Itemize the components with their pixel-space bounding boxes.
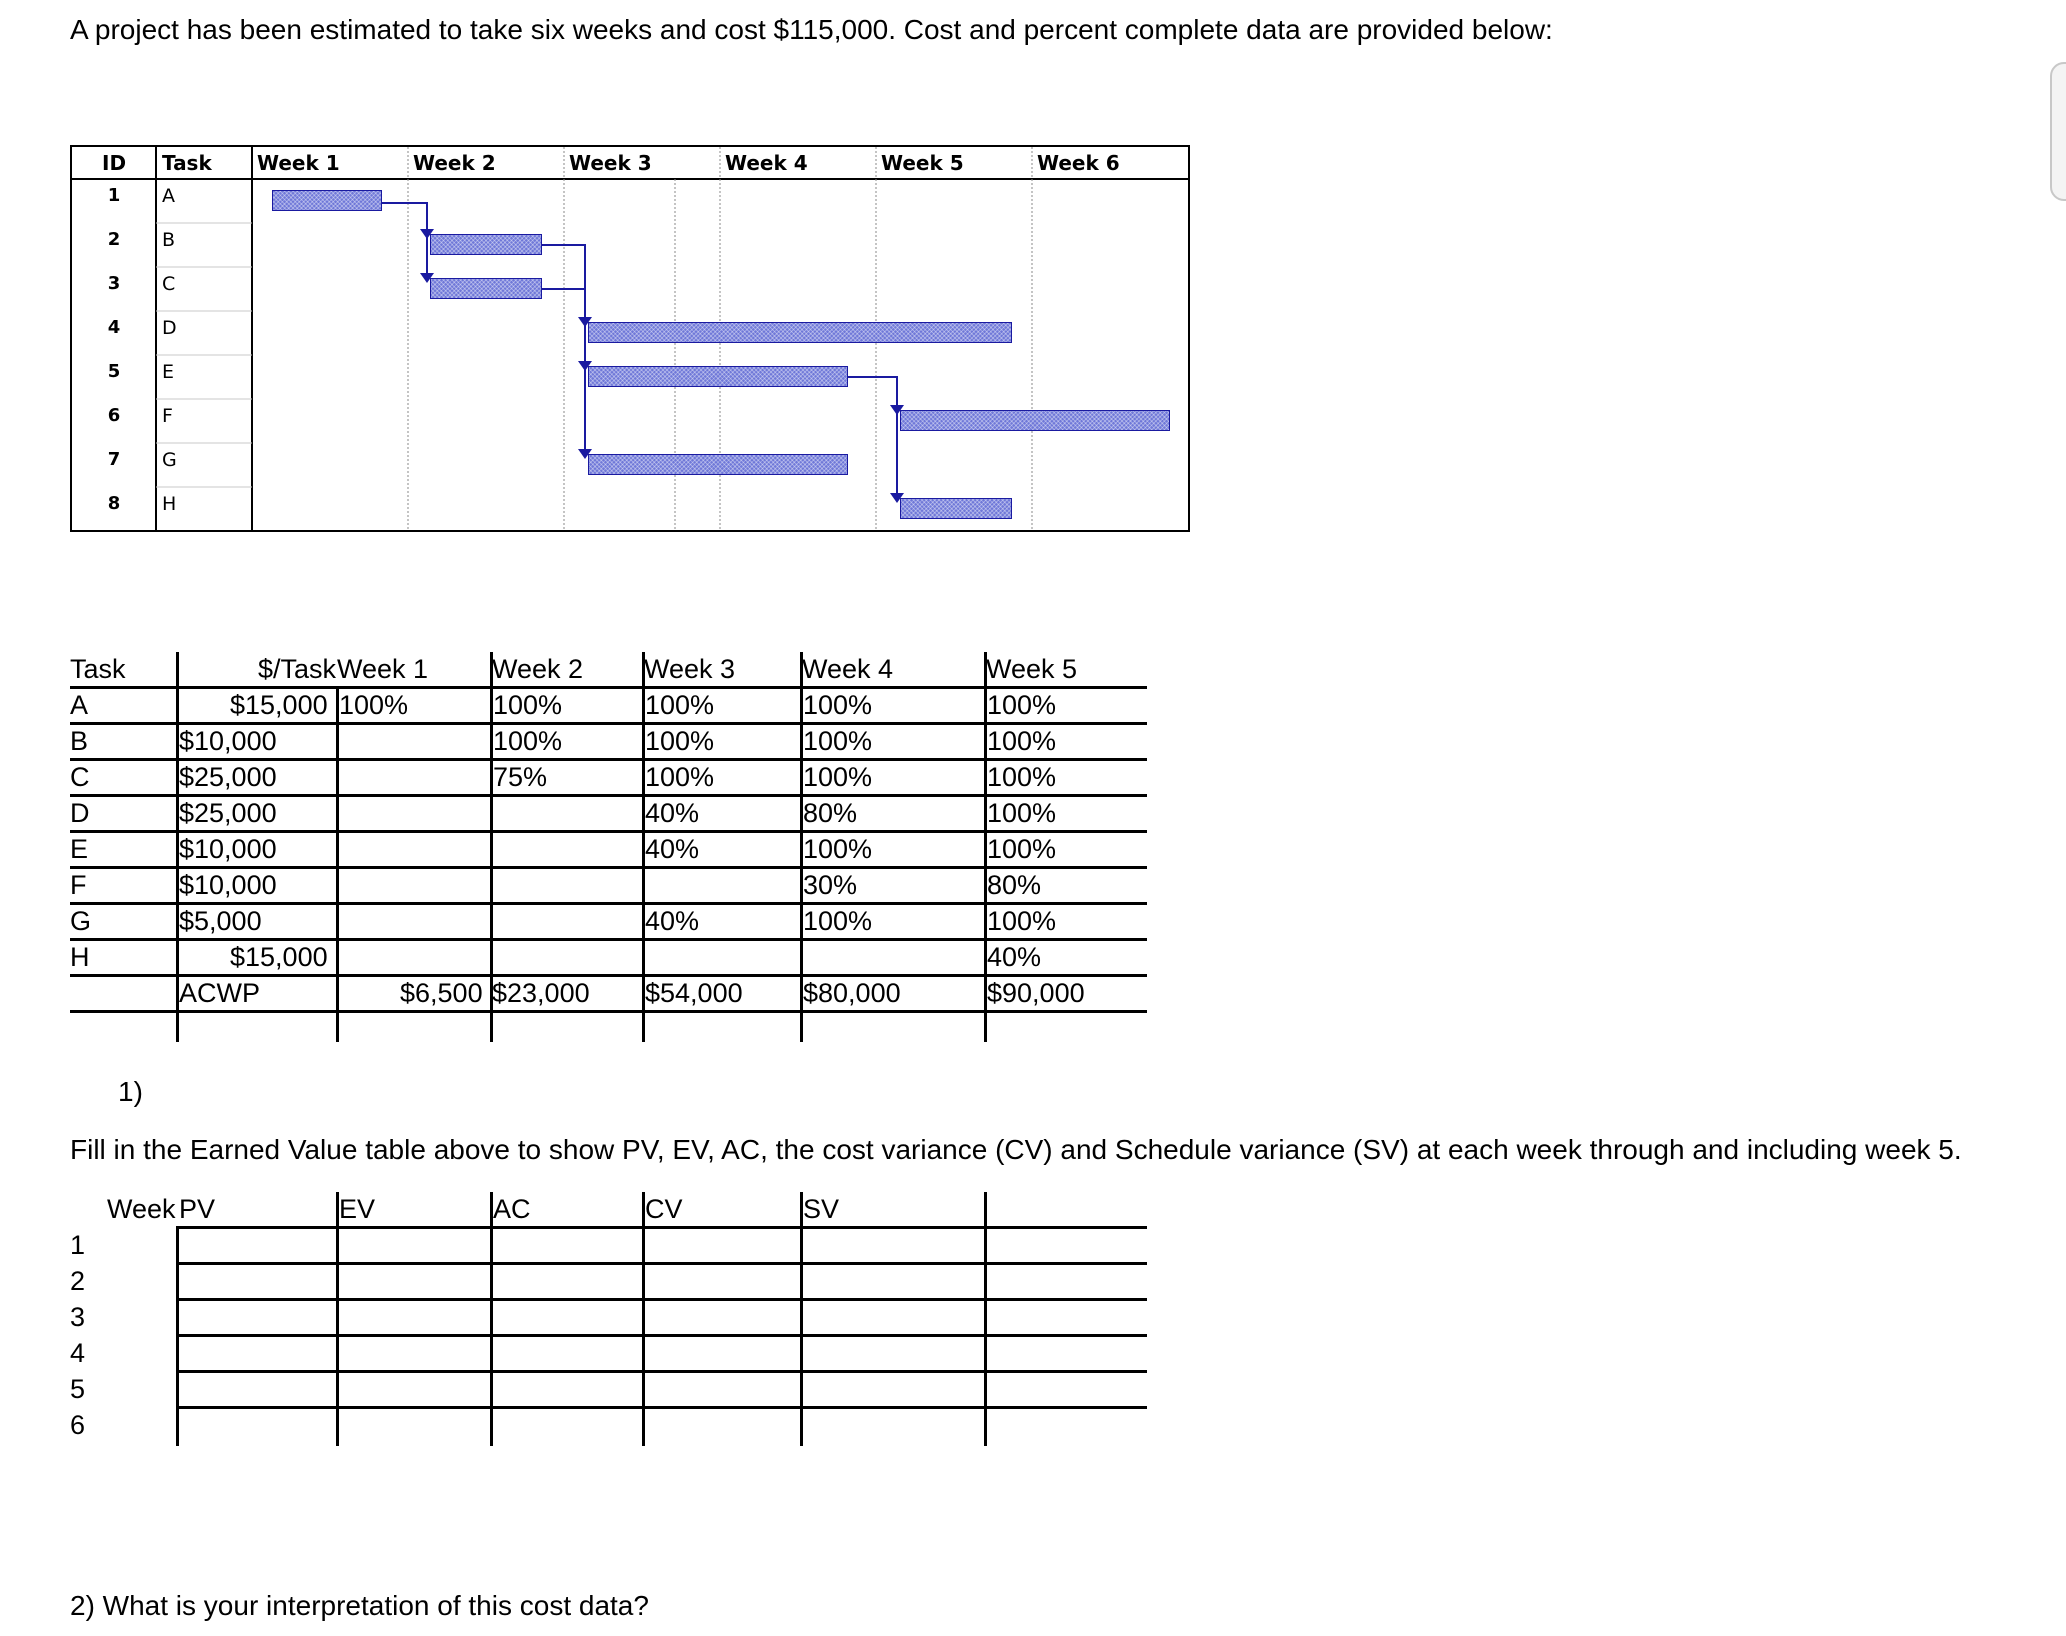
table-cell-task: B <box>70 726 89 756</box>
table-cell-pct: 100% <box>987 762 1057 792</box>
gantt-bar-b[interactable] <box>430 234 542 255</box>
ev-week-number: 6 <box>70 1410 86 1440</box>
table-cell-task: E <box>70 834 89 864</box>
table-cell-cost: $25,000 <box>179 798 277 828</box>
gantt-row-task: B <box>162 229 176 251</box>
table-cell-pct: 100% <box>803 726 873 756</box>
table-cell-pct: 100% <box>987 798 1057 828</box>
table-cell-cost: $5,000 <box>179 906 262 936</box>
table-header: Week 3 <box>644 654 736 684</box>
table-rule <box>336 686 339 1042</box>
table-cell-pct: 80% <box>803 798 858 828</box>
acwp-value: $6,500 <box>400 978 483 1008</box>
table-cell-cost: $10,000 <box>179 870 277 900</box>
ev-header: AC <box>493 1194 531 1224</box>
table-cell-pct: 40% <box>645 834 700 864</box>
table-cell-task: C <box>70 762 90 792</box>
table-cell-pct: 100% <box>987 726 1057 756</box>
gantt-row-task: A <box>162 185 175 207</box>
table-cell-pct: 100% <box>493 690 563 720</box>
table-header: Week 5 <box>986 654 1078 684</box>
ev-week-number: 1 <box>70 1230 86 1260</box>
gantt-bar-f[interactable] <box>900 410 1170 431</box>
table-cell-pct: 100% <box>803 906 873 936</box>
table-cell-pct: 100% <box>803 762 873 792</box>
table-rule <box>176 1226 179 1446</box>
table-cell-task: H <box>70 942 90 972</box>
gantt-row-task: G <box>162 449 177 471</box>
gantt-task-header: Task <box>162 151 212 175</box>
table-cell-cost: $10,000 <box>179 726 277 756</box>
ev-header: PV <box>179 1194 216 1224</box>
gantt-bar-e[interactable] <box>588 366 848 387</box>
table-cell-pct: 80% <box>987 870 1042 900</box>
table-cell-cost: $15,000 <box>230 942 328 972</box>
table-rule <box>176 1370 1147 1373</box>
table-rule <box>490 1192 493 1446</box>
table-rule <box>176 1298 1147 1301</box>
gantt-row-task: H <box>162 493 177 515</box>
acwp-value: $23,000 <box>492 978 590 1008</box>
ev-header: CV <box>645 1194 683 1224</box>
table-cell-pct: 100% <box>645 690 715 720</box>
table-cell-pct: 100% <box>339 690 409 720</box>
gantt-row-task: F <box>162 405 173 427</box>
table-cell-pct: 100% <box>803 690 873 720</box>
acwp-label: ACWP <box>179 978 260 1008</box>
gantt-row-task: C <box>162 273 176 295</box>
table-rule <box>176 1334 1147 1337</box>
table-rule <box>336 1192 339 1446</box>
table-cell-pct: 100% <box>645 762 715 792</box>
table-cell-pct: 100% <box>645 726 715 756</box>
table-cell-cost: $25,000 <box>179 762 277 792</box>
table-header: Task <box>70 654 126 684</box>
table-cell-cost: $10,000 <box>179 834 277 864</box>
table-cell-pct: 100% <box>803 834 873 864</box>
table-rule <box>800 1192 803 1446</box>
ev-header: EV <box>339 1194 376 1224</box>
gantt-week-header: Week 1 <box>257 151 340 175</box>
ev-week-number: 4 <box>70 1338 86 1368</box>
table-cell-task: A <box>70 690 89 720</box>
side-panel-tab[interactable] <box>2050 62 2066 201</box>
table-header: Week 4 <box>802 654 894 684</box>
table-rule <box>642 1192 645 1446</box>
table-cell-pct: 40% <box>645 798 700 828</box>
gantt-bar-a[interactable] <box>272 190 382 211</box>
ev-week-number: 2 <box>70 1266 86 1296</box>
gantt-row-id: 2 <box>107 229 121 250</box>
gantt-row-id: 5 <box>107 361 121 382</box>
table-cell-pct: 30% <box>803 870 858 900</box>
gantt-bar-h[interactable] <box>900 498 1012 519</box>
intro-text: A project has been estimated to take six weeks and cost $115,000. Cost and percent complete data are provided below: <box>70 14 1553 45</box>
table-rule <box>176 1226 1147 1229</box>
gantt-row-id: 7 <box>107 449 121 470</box>
gantt-row-task: E <box>162 361 175 383</box>
gantt-id-header: ID <box>102 151 127 175</box>
gantt-bar-c[interactable] <box>430 278 542 299</box>
table-header: Week 2 <box>492 654 584 684</box>
gantt-week-header: Week 4 <box>725 151 808 175</box>
table-cell-cost: $15,000 <box>230 690 328 720</box>
table-rule <box>176 1262 1147 1265</box>
ev-header: SV <box>803 1194 840 1224</box>
ev-header: Week <box>107 1194 176 1224</box>
table-rule <box>176 1406 1147 1409</box>
table-cell-pct: 100% <box>987 690 1057 720</box>
gantt-week-header: Week 5 <box>881 151 964 175</box>
table-cell-task: D <box>70 798 90 828</box>
question-2-text: 2) What is your interpretation of this cost data? <box>70 1590 649 1621</box>
table-cell-pct: 40% <box>645 906 700 936</box>
table-cell-pct: 100% <box>493 726 563 756</box>
table-cell-pct: 100% <box>987 906 1057 936</box>
gantt-row-id: 3 <box>107 273 121 294</box>
gantt-row-task: D <box>162 317 177 339</box>
gantt-row-id: 8 <box>107 493 121 514</box>
table-cell-pct: 75% <box>493 762 548 792</box>
gantt-chart <box>70 145 1190 532</box>
acwp-value: $90,000 <box>987 978 1085 1008</box>
gantt-row-id: 1 <box>107 185 121 206</box>
gantt-week-header: Week 3 <box>569 151 652 175</box>
ev-week-number: 3 <box>70 1302 86 1332</box>
gantt-week-header: Week 2 <box>413 151 496 175</box>
gantt-bar-d[interactable] <box>588 322 1012 343</box>
gantt-row-id: 6 <box>107 405 121 426</box>
table-header: Week 1 <box>337 654 429 684</box>
gantt-row-id: 4 <box>107 317 121 338</box>
table-header: $/Task <box>258 654 337 684</box>
ev-week-number: 5 <box>70 1374 86 1404</box>
question-1-text: Fill in the Earned Value table above to show PV, EV, AC, the cost variance (CV) and Schedule variance (SV) at each week through and including week 5. <box>70 1134 1962 1165</box>
table-cell-task: G <box>70 906 92 936</box>
question-1-number: 1) <box>118 1076 143 1107</box>
table-cell-pct: 100% <box>987 834 1057 864</box>
table-cell-task: F <box>70 870 87 900</box>
acwp-value: $54,000 <box>645 978 743 1008</box>
gantt-week-header: Week 6 <box>1037 151 1120 175</box>
gantt-bar-g[interactable] <box>588 454 848 475</box>
table-cell-pct: 40% <box>987 942 1042 972</box>
acwp-value: $80,000 <box>803 978 901 1008</box>
table-rule <box>984 1192 987 1446</box>
